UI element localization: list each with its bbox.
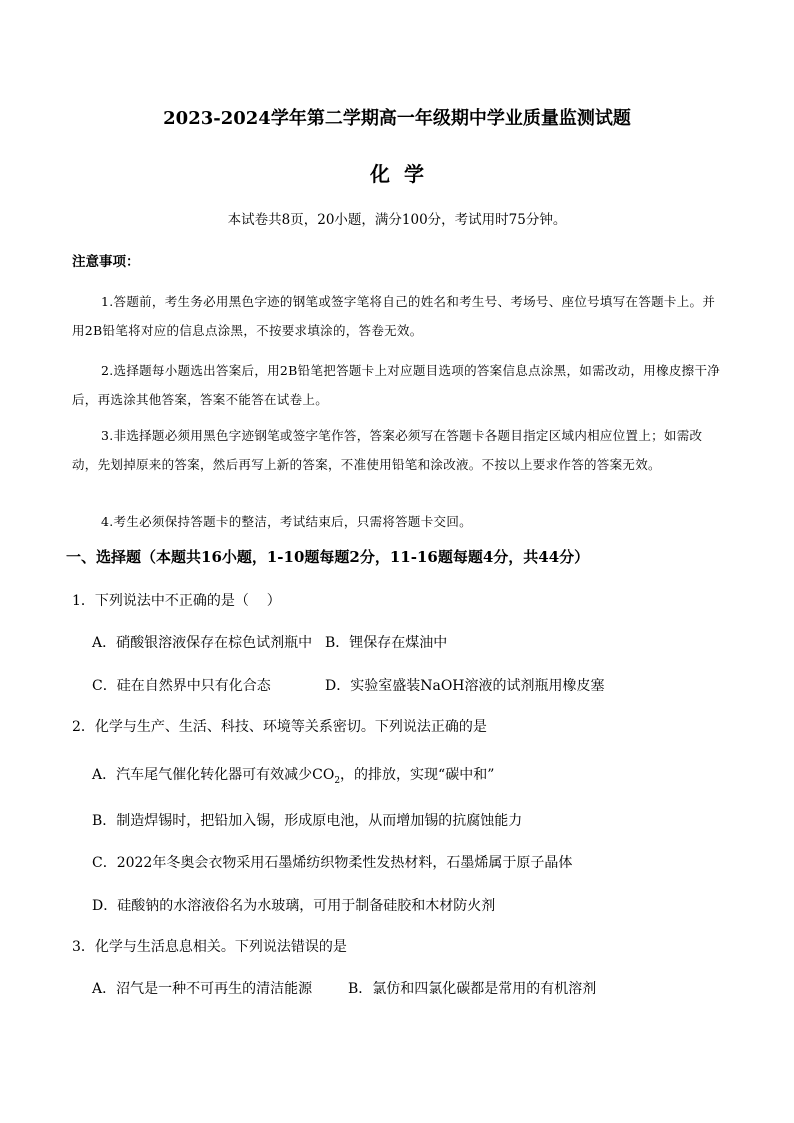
note-item-3: 3.非选择题必须用黑色字迹钢笔或签字笔作答，答案必须写在答题卡各题目指定区域内相应位置上；如需改动，先划掉原来的答案，然后再写上新的答案，不准使用铅笔和涂改液。不按以上要求作答的答案无效。 xyxy=(72,428,703,472)
note-item-1: 1.答题前，考生务必用黑色字迹的钢笔或签字笔将自己的姓名和考生号、考场号、座位号填写在答题卡上。并用2B铅笔将对应的信息点涂黑，不按要求填涂的，答卷无效。 xyxy=(72,294,716,338)
question-1-option-b: B．锂保存在煤油中 xyxy=(325,635,448,651)
question-1-option-d: D．实验室盛装NaOH溶液的试剂瓶用橡皮塞 xyxy=(325,678,605,694)
question-2-stem: 2．化学与生产、生活、科技、环境等关系密切。下列说法正确的是 xyxy=(72,719,487,735)
question-2-option-d: D．硅酸钠的水溶液俗名为水玻璃，可用于制备硅胶和木材防火剂 xyxy=(92,898,496,914)
note-item-2: 2.选择题每小题选出答案后，用2B铅笔把答题卡上对应题目选项的答案信息点涂黑，如需改动，用橡皮擦干净后，再选涂其他答案，答案不能答在试卷上。 xyxy=(72,363,721,407)
question-2-option-a xyxy=(92,764,494,786)
question-2-option-a-tail: ，的排放，实现“碳中和” xyxy=(340,767,495,783)
notes-heading: 注意事项： xyxy=(72,254,140,270)
exam-info: 本试卷共8页，20小题，满分100分，考试用时75分钟。 xyxy=(227,212,567,228)
question-2-option-a-text: A．汽车尾气催化转化器可有效减少CO xyxy=(92,767,335,783)
question-3-option-a: A．沼气是一种不可再生的清洁能源 xyxy=(92,981,313,997)
question-3-option-b: B．氯仿和四氯化碳都是常用的有机溶剂 xyxy=(348,981,597,997)
question-3-stem: 3．化学与生活息息相关。下列说法错误的是 xyxy=(72,939,347,955)
question-1-option-c: C．硅在自然界中只有化合态 xyxy=(92,678,271,694)
question-2-option-b: B．制造焊锡时，把铅加入锡，形成原电池，从而增加锡的抗腐蚀能力 xyxy=(92,813,523,829)
section-heading: 一、选择题（本题共16小题，1-10题每题2分，11-16题每题4分，共44分） xyxy=(66,548,590,566)
subject-title: 化 学 xyxy=(370,162,424,186)
subscript-2: 2 xyxy=(334,775,341,786)
note-item-4: 4.考生必须保持答题卡的整洁，考试结束后，只需将答题卡交回。 xyxy=(101,514,472,529)
question-1-stem: 1．下列说法中不正确的是（ ） xyxy=(72,593,281,609)
exam-title: 2023-2024学年第二学期高一年级期中学业质量监测试题 xyxy=(163,108,631,129)
question-1-option-a: A．硝酸银溶液保存在棕色试剂瓶中 xyxy=(92,635,313,651)
question-2-option-c: C．2022年冬奥会衣物采用石墨烯纺织物柔性发热材料，石墨烯属于原子晶体 xyxy=(92,855,573,871)
